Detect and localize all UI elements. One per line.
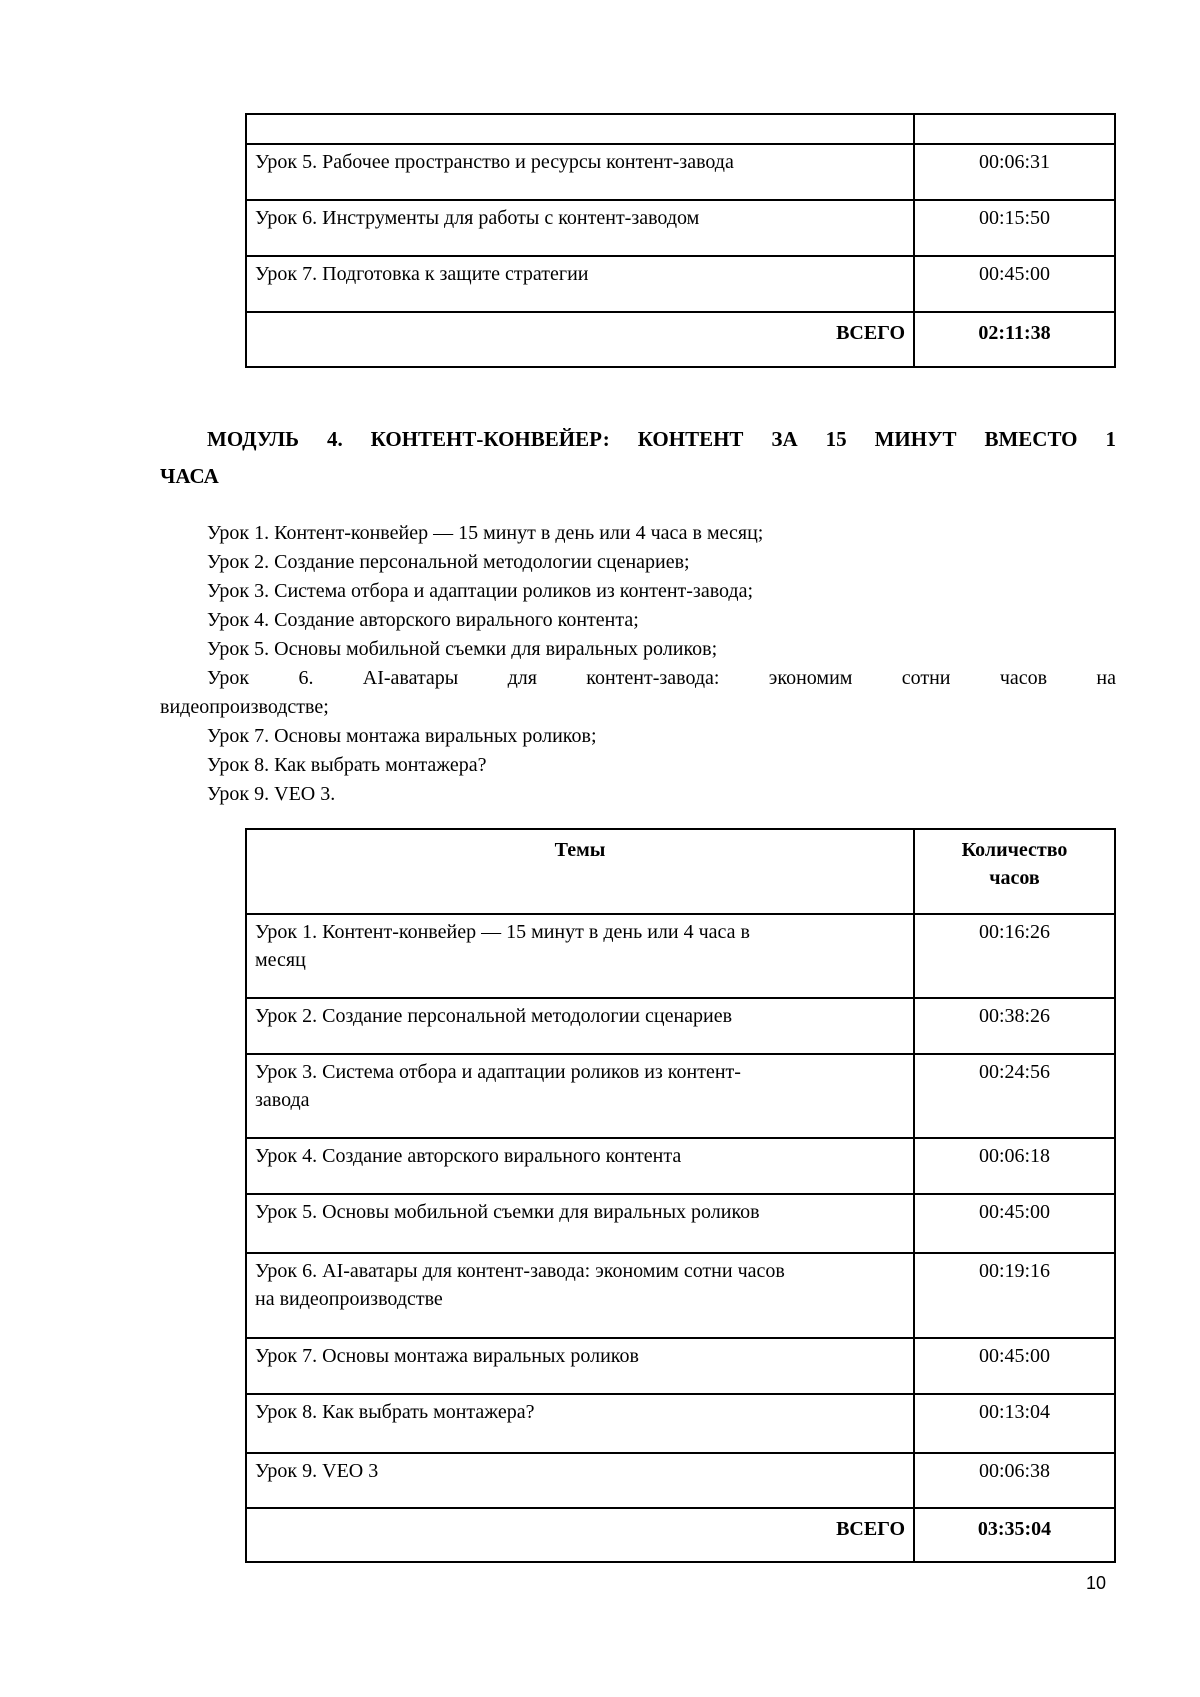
lesson-list-item: Урок 3. Система отбора и адаптации роликов из контент-завода; <box>207 580 754 602</box>
total-hours: 02:11:38 <box>978 322 1051 344</box>
topic-line1: Урок 1. Контент-конвейер — 15 минут в день или 4 часа в <box>255 921 750 943</box>
hours-cell: 00:45:00 <box>978 1345 1051 1367</box>
hours-cell: 00:38:26 <box>978 1005 1051 1027</box>
topics-header: Темы <box>247 830 915 913</box>
module-4-heading <box>160 421 1116 495</box>
topic-line1: Урок 6. AI-аватары для контент-завода: экономим сотни часов <box>255 1260 785 1282</box>
lesson-list-item: Урок 2. Создание персональной методологии сценариев; <box>207 551 690 573</box>
topic-line2: месяц <box>255 949 306 971</box>
table-row-empty <box>247 115 1114 143</box>
topic-cell: Урок 8. Как выбрать монтажера? <box>247 1395 915 1452</box>
topic-cell: Урок 4. Создание авторского вирального контента <box>247 1139 915 1193</box>
table-row <box>247 1452 1114 1507</box>
table-row <box>247 143 1114 199</box>
topic-cell <box>247 915 915 997</box>
topic-cell <box>247 1055 915 1137</box>
hours-cell: 00:45:00 <box>978 263 1051 285</box>
hours-cell: 00:06:18 <box>978 1145 1051 1167</box>
lesson-list-item: Урок 6. AI-аватары для контент-завода: экономим сотни часов на <box>207 667 1116 689</box>
table-row <box>247 913 1114 997</box>
lesson-list-item-continuation: видеопроизводстве; <box>160 696 329 718</box>
hours-header-line1: Количество <box>961 839 1068 861</box>
hours-cell <box>915 115 1114 143</box>
hours-cell: 00:13:04 <box>978 1401 1051 1423</box>
lesson-list-item: Урок 5. Основы мобильной съемки для виральных роликов; <box>207 638 718 660</box>
lesson-list-item: Урок 1. Контент-конвейер — 15 минут в день или 4 часа в месяц; <box>207 522 764 544</box>
hours-cell: 00:19:16 <box>978 1260 1051 1282</box>
hours-cell: 00:06:38 <box>978 1460 1051 1482</box>
topic-cell: Урок 7. Подготовка к защите стратегии <box>247 257 915 311</box>
module-4-heading-line2: ЧАСА <box>160 464 219 488</box>
hours-cell: 00:15:50 <box>978 207 1051 229</box>
hours-cell: 00:16:26 <box>978 921 1051 943</box>
topic-cell: Урок 6. Инструменты для работы с контент-заводом <box>247 201 915 255</box>
topic-line2: завода <box>255 1089 310 1111</box>
module-4-lesson-list <box>160 519 1116 809</box>
table-row <box>247 199 1114 255</box>
lesson-list-item: Урок 7. Основы монтажа виральных роликов; <box>207 725 597 747</box>
topic-cell: Урок 9. VEO 3 <box>247 1454 915 1507</box>
table-row <box>247 1393 1114 1452</box>
module4-hours-table <box>245 828 1116 1563</box>
table-row <box>247 1193 1114 1252</box>
total-label: ВСЕГО <box>247 313 915 366</box>
topic-cell: Урок 5. Основы мобильной съемки для виральных роликов <box>247 1195 915 1252</box>
table-total-row <box>247 311 1114 366</box>
table-row <box>247 1252 1114 1337</box>
hours-header <box>915 830 1114 913</box>
lesson-list-item: Урок 4. Создание авторского вирального контента; <box>207 609 639 631</box>
lesson-list-item: Урок 8. Как выбрать монтажера? <box>207 754 487 776</box>
topic-line1: Урок 3. Система отбора и адаптации роликов из контент- <box>255 1061 741 1083</box>
topic-cell: Урок 5. Рабочее пространство и ресурсы контент-завода <box>247 145 915 199</box>
module3-hours-table <box>245 113 1116 368</box>
table-row <box>247 1137 1114 1193</box>
topic-cell <box>247 1254 915 1337</box>
topic-cell <box>247 115 915 143</box>
module-4-heading-line1: МОДУЛЬ 4. КОНТЕНТ-КОНВЕЙЕР: КОНТЕНТ ЗА 15 МИНУТ ВМЕСТО 1 <box>207 427 1116 451</box>
page-number: 10 <box>1086 1573 1107 1593</box>
table-total-row <box>247 1507 1114 1561</box>
table-header-row <box>247 830 1114 913</box>
hours-cell: 00:06:31 <box>978 151 1051 173</box>
hours-header-line2: часов <box>989 867 1040 889</box>
table-row <box>247 997 1114 1053</box>
hours-cell: 00:45:00 <box>978 1201 1051 1223</box>
topic-line2: на видеопроизводстве <box>255 1288 443 1310</box>
topic-cell: Урок 2. Создание персональной методологии сценариев <box>247 999 915 1053</box>
total-hours: 03:35:04 <box>977 1518 1052 1540</box>
topic-cell: Урок 7. Основы монтажа виральных роликов <box>247 1339 915 1393</box>
hours-cell: 00:24:56 <box>978 1061 1051 1083</box>
lesson-list-item: Урок 9. VEO 3. <box>207 783 336 805</box>
total-label: ВСЕГО <box>247 1509 915 1561</box>
table-row <box>247 1337 1114 1393</box>
table-row <box>247 255 1114 311</box>
table-row <box>247 1053 1114 1137</box>
